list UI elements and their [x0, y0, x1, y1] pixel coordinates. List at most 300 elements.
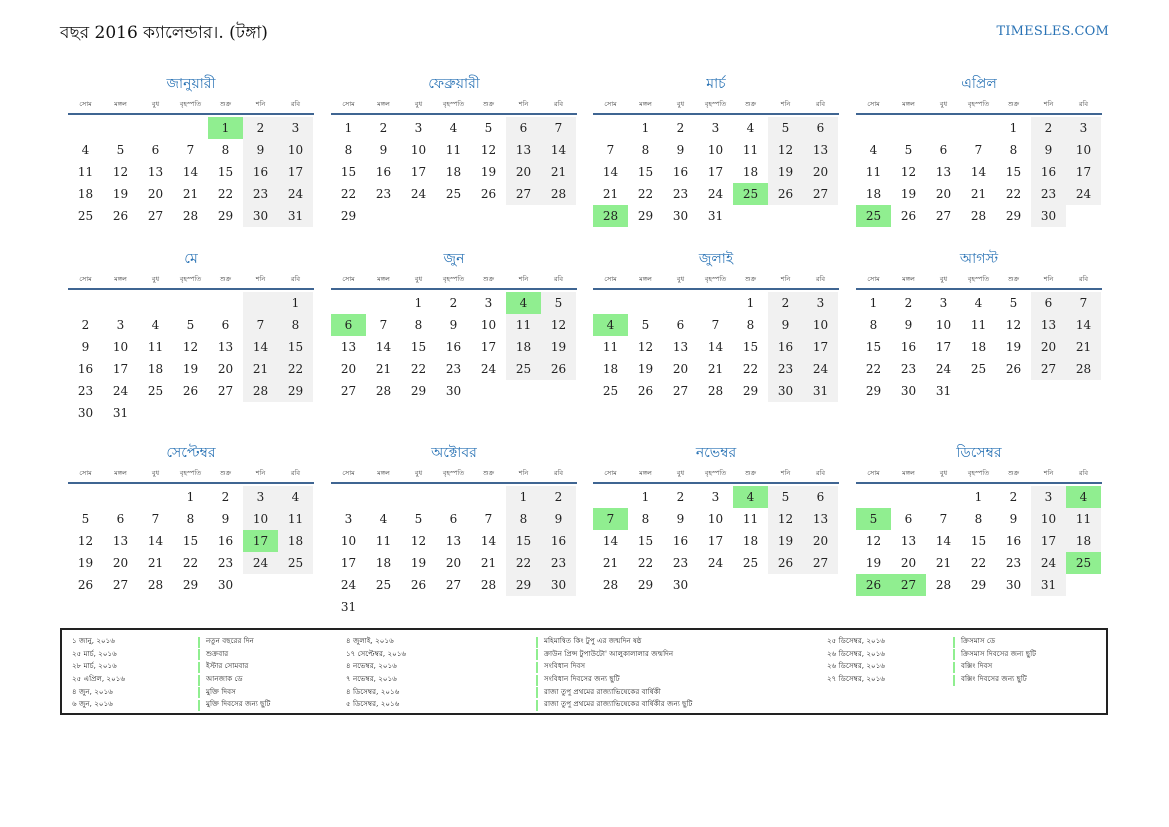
- empty-cell: [138, 117, 173, 139]
- day-cell: 16: [445, 340, 462, 354]
- day-cell: 20: [1031, 336, 1066, 358]
- day-cell: 6: [221, 318, 230, 332]
- day-cell: 11: [506, 314, 541, 336]
- weekday-label: শুক্র: [482, 100, 495, 108]
- holiday-marker: [198, 637, 200, 648]
- month-block: [68, 73, 314, 227]
- weekday-header: [593, 466, 839, 484]
- weekday-label: শুক্র: [744, 469, 757, 477]
- holiday-row: [827, 661, 1036, 674]
- holiday-row: [346, 699, 692, 712]
- day-cell: 25: [602, 384, 619, 398]
- empty-cell: [103, 486, 138, 508]
- day-cell: 27: [672, 384, 689, 398]
- empty-cell: [243, 292, 278, 314]
- holiday-row: [72, 674, 270, 687]
- day-cell: 18: [77, 187, 94, 201]
- day-cell: 8: [506, 508, 541, 530]
- day-cell: 4: [81, 143, 90, 157]
- day-cell: 27: [217, 384, 234, 398]
- day-cell: 8: [869, 318, 878, 332]
- day-cell: 31: [935, 384, 952, 398]
- day-cell: 23: [375, 187, 392, 201]
- empty-cell: [366, 292, 401, 314]
- day-cell: 7: [1066, 292, 1101, 314]
- empty-cell: [68, 117, 103, 139]
- month-block: [68, 442, 314, 596]
- day-cell: 17: [410, 165, 427, 179]
- day-cell: 23: [1005, 556, 1022, 570]
- day-cell: 9: [379, 143, 388, 157]
- day-cell: 9: [243, 139, 278, 161]
- day-cell: 14: [602, 534, 619, 548]
- day-cell: 20: [340, 362, 357, 376]
- weekday-label: শনি: [255, 275, 266, 283]
- weekday-label: বৃহস্পতি: [179, 275, 202, 283]
- day-cell: 10: [480, 318, 497, 332]
- weekday-label: মঙ্গল: [114, 469, 127, 477]
- weekday-label: বৃহস্পতি: [442, 469, 465, 477]
- month-name: এপ্রিল: [961, 76, 997, 92]
- day-cell: 27: [112, 578, 129, 592]
- day-cell: 21: [375, 362, 392, 376]
- weekday-label: বৃহস্পতি: [967, 275, 990, 283]
- day-cell: 27: [340, 384, 357, 398]
- day-cell: 2: [676, 121, 685, 135]
- day-cell: 14: [602, 165, 619, 179]
- holiday-name: রাজা তুপু প্রথমের রাজ্যাভিষেকের বার্ষিকীর জন্য ছুটি: [544, 699, 693, 709]
- day-cell: 10: [410, 143, 427, 157]
- day-cell: 3: [414, 121, 423, 135]
- day-cell: 14: [147, 534, 164, 548]
- day-cell: 13: [112, 534, 129, 548]
- holiday-row: [72, 699, 270, 712]
- weekday-label: শুক্র: [1007, 469, 1020, 477]
- day-cell: 25: [375, 578, 392, 592]
- weekday-label: মঙ্গল: [114, 100, 127, 108]
- day-cell: 29: [506, 574, 541, 596]
- day-cell: 18: [1066, 530, 1101, 552]
- day-cell: 6: [904, 512, 913, 526]
- month-block: [331, 73, 577, 227]
- day-cell: 9: [676, 512, 685, 526]
- month-name: জানুয়ারী: [166, 76, 216, 92]
- empty-cell: [68, 292, 103, 314]
- day-cell: 6: [1031, 292, 1066, 314]
- day-cell: 20: [445, 556, 462, 570]
- day-cell: 4: [379, 512, 388, 526]
- empty-cell: [593, 117, 628, 139]
- day-cell: 9: [1009, 512, 1018, 526]
- day-cell: 21: [147, 556, 164, 570]
- day-cell: 9: [221, 512, 230, 526]
- day-cell: 31: [803, 380, 838, 402]
- day-cell: 30: [768, 380, 803, 402]
- month-name: জুন: [443, 251, 465, 267]
- holiday-marker: [198, 687, 200, 698]
- day-cell: 28: [593, 205, 628, 227]
- holiday-name: নতুন বছরের দিন: [206, 636, 254, 646]
- day-cell: 2: [81, 318, 90, 332]
- holiday-date: ৭ নভেম্বর, ২০১৬: [346, 674, 397, 684]
- weekday-label: বুধ: [939, 100, 948, 108]
- day-cell: 4: [733, 486, 768, 508]
- day-cell: 25: [445, 187, 462, 201]
- day-cell: 10: [340, 534, 357, 548]
- day-cell: 23: [672, 556, 689, 570]
- day-cell: 17: [707, 165, 724, 179]
- weekday-label: মঙ্গল: [639, 275, 652, 283]
- day-cell: 6: [506, 117, 541, 139]
- day-cell: 1: [414, 296, 423, 310]
- day-cell: 28: [935, 578, 952, 592]
- day-cell: 5: [1009, 296, 1018, 310]
- day-cell: 23: [541, 552, 576, 574]
- weekday-label: বুধ: [676, 469, 685, 477]
- day-cell: 10: [803, 314, 838, 336]
- day-cell: 27: [1031, 358, 1066, 380]
- holiday-name: সংবিধান দিবস: [544, 661, 586, 671]
- day-cell: 2: [541, 486, 576, 508]
- holiday-row: [346, 661, 692, 674]
- holiday-date: ৪ জুলাই, ২০১৬: [346, 636, 394, 646]
- day-cell: 31: [340, 600, 357, 614]
- weekday-label: রবি: [815, 100, 826, 108]
- day-cell: 12: [112, 165, 129, 179]
- day-cell: 29: [637, 578, 654, 592]
- day-cell: 30: [672, 578, 689, 592]
- holiday-marker: [536, 700, 538, 711]
- day-cell: 23: [77, 384, 94, 398]
- day-cell: 19: [768, 161, 803, 183]
- weekday-label: মঙ্গল: [377, 100, 390, 108]
- day-cell: 14: [1066, 314, 1101, 336]
- holiday-marker: [536, 649, 538, 660]
- weekday-label: মঙ্গল: [902, 469, 915, 477]
- day-cell: 21: [707, 362, 724, 376]
- day-cell: 8: [641, 143, 650, 157]
- holiday-date: ২৭ ডিসেম্বর, ২০১৬: [827, 674, 886, 684]
- day-cell: 13: [1031, 314, 1066, 336]
- day-cell: 12: [541, 314, 576, 336]
- day-cell: 20: [217, 362, 234, 376]
- holiday-marker: [536, 675, 538, 686]
- day-cell: 11: [742, 143, 759, 157]
- day-cell: 29: [278, 380, 313, 402]
- day-cell: 28: [541, 183, 576, 205]
- day-cell: 27: [891, 574, 926, 596]
- day-cell: 8: [974, 512, 983, 526]
- day-cell: 4: [746, 121, 755, 135]
- day-cell: 16: [900, 340, 917, 354]
- month-block: [856, 73, 1102, 227]
- day-cell: 4: [869, 143, 878, 157]
- day-cell: 22: [637, 187, 654, 201]
- day-cell: 21: [602, 187, 619, 201]
- empty-cell: [173, 117, 208, 139]
- day-cell: 15: [410, 340, 427, 354]
- day-cell: 6: [803, 486, 838, 508]
- weekday-label: শনি: [518, 275, 529, 283]
- day-cell: 9: [768, 314, 803, 336]
- weekday-label: রবি: [553, 275, 564, 283]
- day-cell: 23: [768, 358, 803, 380]
- weekday-label: বুধ: [939, 275, 948, 283]
- day-cell: 22: [182, 556, 199, 570]
- empty-cell: [366, 486, 401, 508]
- day-cell: 13: [672, 340, 689, 354]
- day-cell: 19: [768, 530, 803, 552]
- day-grid: [856, 486, 1102, 596]
- holiday-date: ২৬ ডিসেম্বর, ২০১৬: [827, 661, 886, 671]
- day-cell: 5: [484, 121, 493, 135]
- weekday-label: বুধ: [414, 100, 423, 108]
- weekday-label: বুধ: [414, 275, 423, 283]
- month-name: আগস্ট: [959, 251, 999, 267]
- day-cell: 24: [1066, 183, 1101, 205]
- day-cell: 20: [112, 556, 129, 570]
- day-cell: 7: [606, 143, 615, 157]
- day-cell: 7: [541, 117, 576, 139]
- day-cell: 4: [1066, 486, 1101, 508]
- day-cell: 16: [672, 534, 689, 548]
- day-cell: 4: [151, 318, 160, 332]
- empty-cell: [961, 117, 996, 139]
- weekday-label: বৃহস্পতি: [442, 100, 465, 108]
- day-cell: 7: [711, 318, 720, 332]
- day-cell: 25: [742, 556, 759, 570]
- weekday-label: মঙ্গল: [114, 275, 127, 283]
- weekday-label: সোম: [604, 469, 617, 477]
- empty-cell: [926, 117, 961, 139]
- day-cell: 8: [414, 318, 423, 332]
- day-cell: 30: [900, 384, 917, 398]
- day-cell: 4: [278, 486, 313, 508]
- day-cell: 5: [641, 318, 650, 332]
- day-grid: [593, 292, 839, 402]
- day-cell: 9: [541, 508, 576, 530]
- weekday-header: [856, 272, 1102, 290]
- day-cell: 1: [506, 486, 541, 508]
- holiday-date: ২৮ মার্চ, ২০১৬: [72, 661, 117, 671]
- day-cell: 22: [637, 556, 654, 570]
- day-cell: 19: [182, 362, 199, 376]
- weekday-header: [68, 97, 314, 115]
- day-cell: 28: [243, 380, 278, 402]
- day-cell: 22: [217, 187, 234, 201]
- day-cell: 8: [278, 314, 313, 336]
- empty-cell: [663, 292, 698, 314]
- day-cell: 25: [856, 205, 891, 227]
- day-cell: 7: [939, 512, 948, 526]
- day-cell: 10: [707, 512, 724, 526]
- weekday-label: সোম: [79, 100, 92, 108]
- day-cell: 19: [637, 362, 654, 376]
- day-cell: 13: [217, 340, 234, 354]
- day-cell: 9: [1031, 139, 1066, 161]
- day-cell: 17: [340, 556, 357, 570]
- empty-cell: [628, 292, 663, 314]
- day-cell: 21: [182, 187, 199, 201]
- day-cell: 2: [449, 296, 458, 310]
- holiday-date: ৪ জুন, ২০১৬: [72, 686, 113, 696]
- weekday-label: রবি: [290, 469, 301, 477]
- day-cell: 21: [935, 556, 952, 570]
- weekday-label: বৃহস্পতি: [179, 100, 202, 108]
- day-cell: 26: [480, 187, 497, 201]
- day-cell: 17: [243, 530, 278, 552]
- month-block: [331, 442, 577, 618]
- day-cell: 12: [410, 534, 427, 548]
- day-cell: 15: [340, 165, 357, 179]
- day-cell: 9: [81, 340, 90, 354]
- day-cell: 27: [935, 209, 952, 223]
- empty-cell: [138, 486, 173, 508]
- day-cell: 3: [116, 318, 125, 332]
- day-cell: 7: [974, 143, 983, 157]
- day-cell: 16: [375, 165, 392, 179]
- weekday-label: শুক্র: [219, 275, 232, 283]
- month-name: ফেব্রুয়ারী: [428, 76, 480, 92]
- day-grid: [856, 292, 1102, 402]
- day-cell: 21: [243, 358, 278, 380]
- day-cell: 30: [1031, 205, 1066, 227]
- day-cell: 6: [151, 143, 160, 157]
- holiday-marker: [198, 649, 200, 660]
- weekday-label: রবি: [815, 275, 826, 283]
- holiday-row: [72, 686, 270, 699]
- day-cell: 20: [935, 187, 952, 201]
- day-cell: 15: [182, 534, 199, 548]
- day-cell: 15: [637, 165, 654, 179]
- day-cell: 1: [186, 490, 195, 504]
- day-cell: 10: [278, 139, 313, 161]
- weekday-label: শনি: [255, 469, 266, 477]
- month-block: [68, 248, 314, 424]
- day-cell: 10: [935, 318, 952, 332]
- day-cell: 14: [707, 340, 724, 354]
- weekday-header: [68, 466, 314, 484]
- day-cell: 9: [449, 318, 458, 332]
- day-cell: 29: [970, 578, 987, 592]
- day-cell: 1: [641, 490, 650, 504]
- weekday-label: শুক্র: [482, 275, 495, 283]
- day-cell: 26: [900, 209, 917, 223]
- day-cell: 20: [803, 161, 838, 183]
- day-cell: 24: [410, 187, 427, 201]
- day-cell: 29: [742, 384, 759, 398]
- weekday-label: বুধ: [676, 275, 685, 283]
- weekday-label: শনি: [780, 100, 791, 108]
- day-grid: [331, 117, 577, 227]
- day-cell: 25: [733, 183, 768, 205]
- day-cell: 6: [449, 512, 458, 526]
- day-cell: 14: [480, 534, 497, 548]
- day-cell: 9: [904, 318, 913, 332]
- holiday-name: আনজাক ডে: [206, 674, 243, 684]
- day-cell: 30: [672, 209, 689, 223]
- holiday-row: [827, 674, 1036, 687]
- day-cell: 27: [803, 552, 838, 574]
- day-cell: 8: [641, 512, 650, 526]
- day-cell: 1: [641, 121, 650, 135]
- holiday-date: ৫ ডিসেম্বর, ২০১৬: [346, 699, 400, 709]
- day-cell: 26: [856, 574, 891, 596]
- day-cell: 24: [340, 578, 357, 592]
- day-cell: 19: [410, 556, 427, 570]
- day-cell: 20: [803, 530, 838, 552]
- day-cell: 24: [243, 552, 278, 574]
- weekday-label: মঙ্গল: [639, 100, 652, 108]
- holiday-marker: [198, 662, 200, 673]
- day-cell: 18: [506, 336, 541, 358]
- day-cell: 24: [707, 556, 724, 570]
- day-cell: 23: [243, 183, 278, 205]
- day-cell: 15: [217, 165, 234, 179]
- holiday-name: বক্সিং দিবসের জন্য ছুটি: [961, 674, 1027, 684]
- day-cell: 18: [375, 556, 392, 570]
- empty-cell: [331, 292, 366, 314]
- holiday-date: ২৫ মার্চ, ২০১৬: [72, 648, 117, 658]
- day-cell: 17: [935, 340, 952, 354]
- weekday-label: সোম: [342, 100, 355, 108]
- day-cell: 15: [506, 530, 541, 552]
- day-cell: 28: [970, 209, 987, 223]
- empty-cell: [891, 486, 926, 508]
- day-cell: 10: [243, 508, 278, 530]
- month-name: সেপ্টেম্বর: [166, 445, 216, 461]
- day-grid: [593, 486, 839, 596]
- day-cell: 11: [278, 508, 313, 530]
- day-grid: [331, 292, 577, 402]
- day-cell: 17: [707, 534, 724, 548]
- day-cell: 15: [865, 340, 882, 354]
- site-link[interactable]: TIMESLES.COM: [996, 24, 1109, 39]
- day-cell: 19: [77, 556, 94, 570]
- weekday-label: শনি: [1043, 100, 1054, 108]
- weekday-label: সোম: [342, 275, 355, 283]
- month-name: মে: [184, 251, 198, 267]
- holiday-row: [827, 636, 1036, 649]
- day-cell: 11: [375, 534, 392, 548]
- day-cell: 11: [1066, 508, 1101, 530]
- day-cell: 15: [742, 340, 759, 354]
- day-grid: [68, 117, 314, 227]
- month-block: [856, 248, 1102, 402]
- day-cell: 3: [711, 490, 720, 504]
- weekday-label: মঙ্গল: [902, 275, 915, 283]
- weekday-label: মঙ্গল: [639, 469, 652, 477]
- weekday-label: বুধ: [939, 469, 948, 477]
- day-cell: 5: [186, 318, 195, 332]
- day-cell: 1: [746, 296, 755, 310]
- weekday-label: শুক্র: [1007, 275, 1020, 283]
- day-cell: 25: [506, 358, 541, 380]
- day-cell: 13: [340, 340, 357, 354]
- day-cell: 3: [711, 121, 720, 135]
- day-cell: 21: [541, 161, 576, 183]
- day-cell: 24: [1031, 552, 1066, 574]
- weekday-label: বৃহস্পতি: [704, 275, 727, 283]
- day-cell: 1: [1009, 121, 1018, 135]
- day-cell: 26: [182, 384, 199, 398]
- day-cell: 5: [116, 143, 125, 157]
- day-cell: 21: [1066, 336, 1101, 358]
- empty-cell: [698, 292, 733, 314]
- day-cell: 22: [742, 362, 759, 376]
- weekday-label: বৃহস্পতি: [704, 100, 727, 108]
- weekday-label: শুক্র: [219, 469, 232, 477]
